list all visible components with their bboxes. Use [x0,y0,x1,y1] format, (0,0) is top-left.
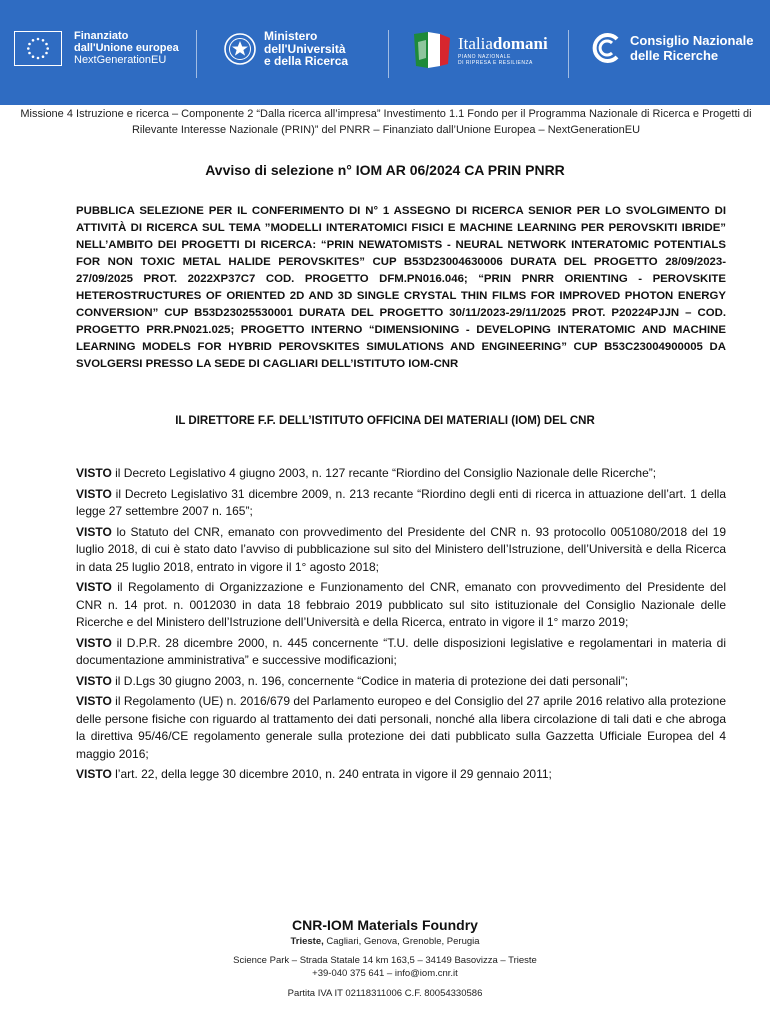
visto-text: l’art. 22, della legge 30 dicembre 2010, n. 240 entrata in vigore il 29 gennaio 2011; [111,767,552,781]
visto-keyword: VISTO [76,635,112,650]
footer-title: CNR-IOM Materials Foundry [292,917,478,933]
footer [0,917,770,999]
footer-address: Science Park – Strada Statale 14 km 163,5 – 34149 Basovizza – Trieste [233,955,537,966]
italy-flag-icon [406,28,454,72]
visto-text: lo Statuto del CNR, emanato con provvedimento del Presidente del CNR n. 93 protocollo 0051080/2018 del 19 luglio 2018, di cui è stato dato l’avviso di pubblicazione sul sito del Ministero dell’Istruzione, dell’Università e della Ricerca in data 25 luglio 2018, entrato in vigore il 1° agosto 2018; [76,524,726,574]
visto-item [76,524,726,577]
visto-list [76,465,726,787]
footer-address-block [0,954,770,980]
visto-text: il D.Lgs 30 giugno 2003, n. 196, concernente “Codice in materia di protezione dei dati personali”; [111,673,629,688]
italiadomani-name-1: Italia [458,34,493,53]
visto-keyword: VISTO [76,580,112,594]
intro-paragraph: Missione 4 Istruzione e ricerca – Componente 2 “Dalla ricerca all’impresa” Investimento 1.1 Fondo per il Programma Nazionale di Ricerca e Progetti di Rilevante Interesse Nazionale (PRIN)” del PNRR – Finanziato dall’Unione Europea – NextGenerationEU [20,108,752,136]
divider [196,30,197,78]
logo-italiadomani [406,28,548,72]
italiadomani-tagline-1: PIANO NAZIONALE [458,54,511,60]
eu-line3: NextGenerationEU [74,54,167,66]
visto-keyword: VISTO [76,767,112,781]
emblem-icon [222,31,258,67]
ministero-line2: dell'Università [264,41,346,56]
visto-item [76,486,726,521]
visto-text: il D.P.R. 28 dicembre 2000, n. 445 concernente “T.U. delle disposizioni legislative e regolamentari in materia di documentazione amministrativa” e successive modificazioni; [76,635,726,667]
divider [568,30,569,78]
footer-cities-rest: Cagliari, Genova, Grenoble, Perugia [323,936,480,947]
director-heading: IL DIRETTORE F.F. DELL’ISTITUTO OFFICINA DEI MATERIALI (IOM) DEL CNR [175,415,595,427]
visto-item [76,766,726,784]
visto-item [76,579,726,632]
visto-keyword: VISTO [76,694,112,708]
footer-city-main: Trieste, [290,936,324,947]
eu-line2: dall'Unione europea [74,42,179,54]
cnr-line2: delle Ricerche [630,48,719,63]
divider [388,30,389,78]
header-banner [0,0,770,105]
visto-item [76,465,726,483]
italiadomani-name-2: domani [492,34,548,53]
visto-text: il Decreto Legislativo 31 dicembre 2009, n. 213 recante “Riordino degli enti di ricerca in attuazione dell’art. 1 della legge 27 settembre 2007 n. 165”; [76,486,726,518]
ministero-line1: Ministero [264,29,318,43]
visto-text: il Regolamento (UE) n. 2016/679 del Parlamento europeo e del Consiglio del 27 aprile 2016 relativo alla protezione delle persone fisiche con riguardo al trattamento dei dati personali, nonché alla libera circolazione di tali dati e che abroga la direttiva 95/46/CE regolamento generale sulla protezione dei dati pubblicato sulla Gazzetta Ufficiale Europea del 4 maggio 2016; [76,694,726,761]
logo-eu [14,30,179,66]
visto-keyword: VISTO [76,673,112,688]
ministero-line3: e della Ricerca [264,54,349,68]
eu-line1: Finanziato [74,30,129,42]
footer-contact: +39-040 375 641 – info@iom.cnr.it [312,968,458,979]
logo-cnr [588,30,754,66]
visto-keyword: VISTO [76,466,112,480]
visto-text: il Decreto Legislativo 4 giugno 2003, n. 127 recante “Riordino del Consiglio Nazionale delle Ricerche”; [111,466,657,480]
visto-item [76,673,726,691]
logo-ministero [222,30,348,68]
visto-keyword: VISTO [76,486,112,501]
visto-text: il Regolamento di Organizzazione e Funzionamento del CNR, emanato con provvedimento del Presidente del CNR n. 14 prot. n. 0012030 in data 18 febbraio 2019 pubblicato sul sito istituzionale del Consiglio Nazionale delle Ricerche e del Ministero dell’Istruzione dell’Università e della Ricerca, entrato in vigore il 1° marzo 2019; [76,580,726,629]
italiadomani-tagline-2: DI RIPRESA E RESILIENZA [458,60,533,66]
cnr-logo-icon [588,30,624,66]
visto-item [76,693,726,763]
visto-item [76,635,726,670]
footer-cities [0,936,770,947]
cnr-line1: Consiglio Nazionale [630,33,754,48]
selection-description: PUBBLICA SELEZIONE PER IL CONFERIMENTO DI N° 1 ASSEGNO DI RICERCA SENIOR PER LO SVOLGIMENTO DI ATTIVITÀ DI RICERCA SUL TEMA ”MODELLI INTERATOMICI FISICI E MACHINE LEARNING PER PEROVSKITI IBRIDE” NELL’AMBITO DEI PROGETTI DI RICERCA: “PRIN NEWATOMISTS - NEURAL NETWORK INTERATOMIC POTENTIALS FOR NON TOXIC METAL HALIDE PEROVSKITES” CUP B53D23004630006 DURATA DEL PROGETTO 28/09/2023-27/09/2025 PROT. 2022XP37C7 COD. PROGETTO DFM.PN016.046; “PRIN PNRR ORIENTING - PEROVSKITE HETEROSTRUCTURES OF ORIENTED 2D AND 3D SINGLE CRYSTAL THIN FILMS FOR IMPROVED PHOTON ENERGY CONVERSION” CUP B53D23025530001 DURATA DEL PROGETTO 30/11/2023-29/11/2025 PROT. P20224PJJN – COD. PROGETTO PRR.PN021.025; PROGETTO INTERNO “DIMENSIONING - DEVELOPING INTERATOMIC AND MACHINE LEARNING MODELS FOR HYBRID PEROVSKITES SIMULATIONS AND ENGINEERING” CUP B53C23004900005 DA SVOLGERSI PRESSO LA SEDE DI CAGLIARI DELL’ISTITUTO IOM-CNR [76,205,726,370]
visto-keyword: VISTO [76,524,112,539]
eu-flag-icon [14,31,62,66]
page-title: Avviso di selezione n° IOM AR 06/2024 CA PRIN PNRR [205,162,565,178]
footer-piva: Partita IVA IT 02118311006 C.F. 80054330586 [287,988,483,999]
